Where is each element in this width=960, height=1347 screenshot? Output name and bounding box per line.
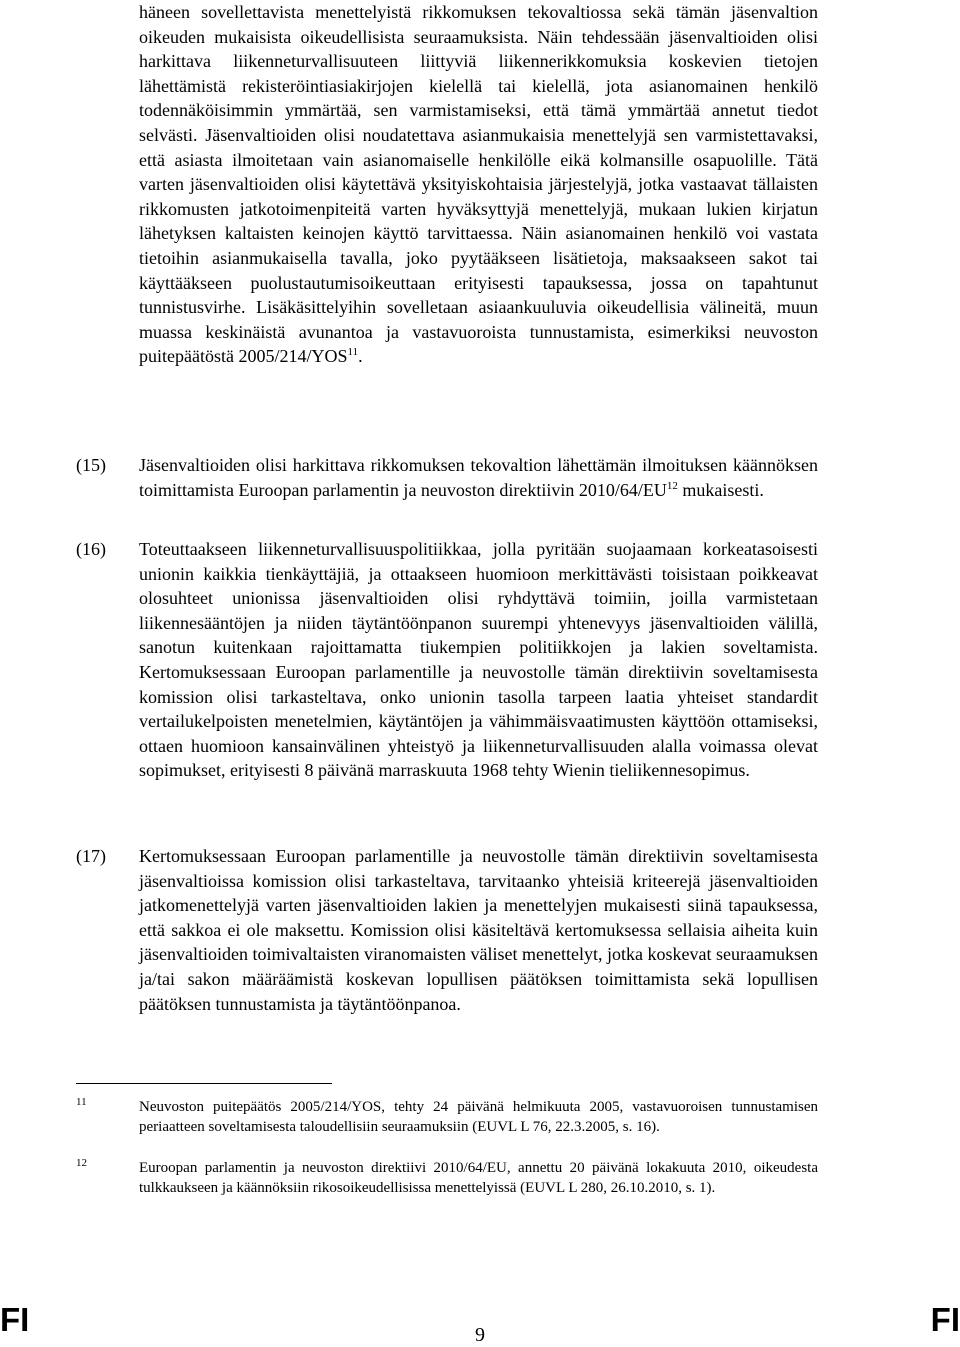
paragraph-number-17: (17)	[76, 846, 106, 866]
paragraph-15	[139, 453, 818, 502]
paragraph-number-15: (15)	[76, 455, 106, 475]
paragraph-14-continued	[139, 0, 818, 369]
paragraph-text-tail: .	[358, 346, 363, 367]
page-number: 9	[475, 1324, 485, 1346]
footnote-marker-11: 11	[76, 1096, 87, 1108]
footnote-marker-12: 12	[76, 1157, 87, 1169]
paragraph-text-tail: mukaisesti.	[677, 479, 764, 500]
footer-language-left: FI	[0, 1301, 30, 1338]
footnote-12-text: Euroopan parlamentin ja neuvoston direktiivi 2010/64/EU, annettu 20 päivänä lokakuuta 2010, oikeudesta tulkkaukseen ja käännöksiin rikosoikeudellisissa menettelyissä (EUVL L 280, 26.10.2010, s. 1).	[139, 1160, 818, 1196]
paragraph-17: Kertomuksessaan Euroopan parlamentille ja neuvostolle tämän direktiivin soveltamisesta jäsenvaltioissa komission olisi tarkasteltava, tarvitaanko yhteisiä kriteerejä jäsenvaltioiden jatkomenettelyjä varten jäsenvaltioiden lakien ja menettelyjen mukaisesti siinä tapauksessa, että sakkoa ei ole maksettu. Komission olisi käsiteltävä kertomuksessa sellaisia aiheita kuin jäsenvaltioiden toimivaltaisten viranomaisten väliset menettelyt, jotka koskevat seuraamuksen ja/tai sakon määräämistä koskevan lopullisen päätöksen toimittamista sekä lopullisen päätöksen tunnustamista ja täytäntöönpanoa.	[139, 846, 818, 1014]
paragraph-text: häneen sovellettavista menettelyistä rikkomuksen tekovaltiossa sekä tämän jäsenvaltion oikeuden mukaisista oikeudellisista seuraamuksista. Näin tehdessään jäsenvaltioiden olisi harkittava liikenneturvallisuuteen liittyviä liikennerikkomuksia koskevien tietojen lähettämistä rekisteröintiasiakirjojen kielellä tai kielellä, jota asianomainen henkilö todennäköisimmin ymmärtää, sen varmistamiseksi, että tämä ymmärtää annetut tiedot selvästi. Jäsenvaltioiden olisi noudatettava asianmukaisia menettelyjä sen varmistettavaksi, että asiasta ilmoitetaan vain asianomaiselle henkilölle eikä kolmansille osapuolille. Tätä varten jäsenvaltioiden olisi käytettävä yksityiskohtaisia järjestelyjä, jotka vastaavat tällaisten rikkomusten jatkotoimenpiteitä varten hyväksyttyjä menettelyjä, mukaan lukien kirjatun lähetyksen kaltaisten keinojen käyttö tarvittaessa. Näin asianomainen henkilö voi vastata tietoihin asianmukaisella tavalla, joko pyytääkseen lisätietoja, maksaakseen sakot tai käyttääkseen puolustautumisoikeuttaan erityisesti tapauksessa, jossa on tapahtunut tunnistusvirhe. Lisäkäsittelyihin sovelletaan asiaankuuluvia oikeudellisia välineitä, muun muassa keskinäistä avunantoa ja vastavuoroista tunnustamista, esimerkiksi neuvoston puitepäätöstä 2005/214/YOS	[139, 2, 818, 367]
paragraph-text: Jäsenvaltioiden olisi harkittava rikkomuksen tekovaltion lähettämän ilmoituksen käännöksen toimittamista Euroopan parlamentin ja neuvoston direktiivin 2010/64/EU	[139, 455, 818, 500]
footnote-separator	[76, 1083, 332, 1084]
footer-language-right: FI	[930, 1301, 960, 1338]
footnote-reference-12[interactable]: 12	[666, 479, 678, 492]
paragraph-number-16: (16)	[76, 539, 106, 559]
footnote-reference-11[interactable]: 11	[347, 346, 359, 359]
footnote-11-text: Neuvoston puitepäätös 2005/214/YOS, tehty 24 päivänä helmikuuta 2005, vastavuoroisen tunnustamisen periaatteen soveltamisesta taloudellisiin seuraamuksiin (EUVL L 76, 22.3.2005, s. 16).	[139, 1099, 818, 1135]
paragraph-16: Toteuttaakseen liikenneturvallisuuspolitiikkaa, jolla pyritään suojaamaan korkeatasoisesti unionin kaikkia tienkäyttäjiä, ja ottaakseen huomioon merkittävästi toisistaan poikkeavat olosuhteet unionissa jäsenvaltioiden olisi ryhdyttävä toimiin, joilla varmistetaan liikennesääntöjen ja niiden täytäntöönpanon suurempi yhtenevyys jäsenvaltioiden välillä, sanotun kuitenkaan rajoittamatta tiukempien politiikkojen ja lakien soveltamista. Kertomuksessaan Euroopan parlamentille ja neuvostolle tämän direktiivin soveltamisesta komission olisi tarkasteltava, onko unionin tasolla tarpeen laatia yhteiset standardit vertailukelpoisten menetelmien, käytäntöjen ja vähimmäisvaatimusten käyttöön ottamiseksi, ottaen huomioon kansainvälinen yhteistyö ja liikenneturvallisuuden alalla voimassa olevat sopimukset, erityisesti 8 päivänä marraskuuta 1968 tehty Wienin tieliikennesopimus.	[139, 539, 818, 781]
